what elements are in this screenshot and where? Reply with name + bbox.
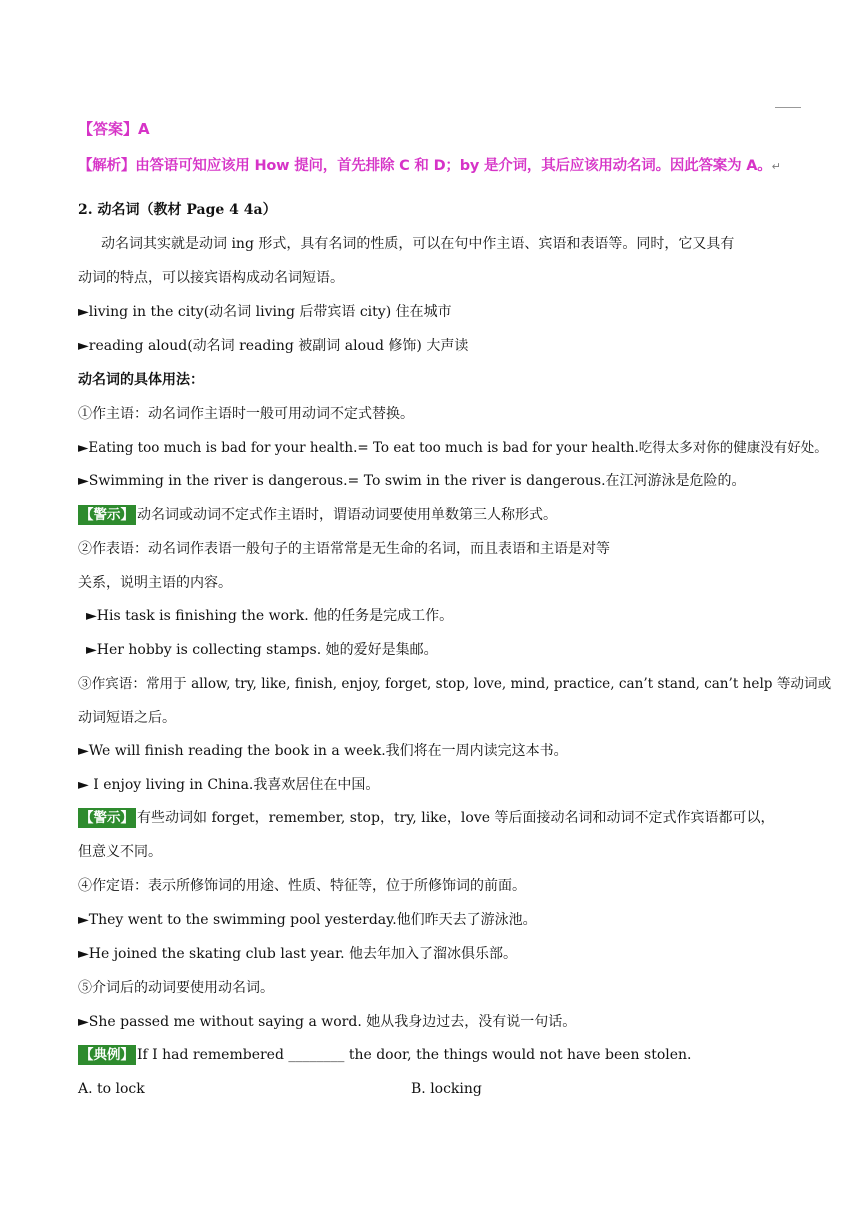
warning-tag: 【警示】 xyxy=(80,810,134,826)
usage-subject: ①作主语：动名词作主语时一般可用动词不定式替换。 xyxy=(78,406,414,422)
usage-object-cont: 动词短语之后。 xyxy=(78,710,176,726)
intro-line-2: 动词的特点，可以接宾语构成动名词短语。 xyxy=(78,270,344,286)
usage-subject-example-2: ►Swimming in the river is dangerous.= To swim in the river is dangerous.在江河游泳是危险的。 xyxy=(78,473,746,489)
usage-after-preposition: ⑤介词后的动词要使用动名词。 xyxy=(78,980,274,996)
usage-attributive: ④作定语：表示所修饰词的用途、性质、特征等，位于所修饰词的前面。 xyxy=(78,878,526,894)
usage-predicative-example-1: ►His task is finishing the work. 他的任务是完成工作。 xyxy=(86,608,454,624)
warning-note-2 xyxy=(78,808,774,828)
usage-predicative-cont: 关系，说明主语的内容。 xyxy=(78,575,232,591)
warning-text: 动名词或动词不定式作主语时，谓语动词要使用单数第三人称形式。 xyxy=(137,507,557,523)
answer-label: 【答案】A xyxy=(78,120,150,138)
usage-attributive-example-1: ►They went to the swimming pool yesterday.他们昨天去了游泳池。 xyxy=(78,912,537,928)
usage-object-example-2: ► I enjoy living in China.我喜欢居住在中国。 xyxy=(78,777,380,793)
warning-tag: 【警示】 xyxy=(80,507,134,523)
example-question-text: If I had remembered ________ the door, the things would not have been stolen. xyxy=(137,1047,692,1063)
usage-object: ③作宾语：常用于 allow, try, like, finish, enjoy, forget, stop, love, mind, practice, can’t stand, can’t help 等动词或 xyxy=(78,676,832,692)
warning-note-1 xyxy=(78,505,557,525)
example-question xyxy=(78,1045,692,1065)
example-phrase-1: ►living in the city(动名词 living 后带宾语 city) 住在城市 xyxy=(78,304,452,320)
explanation-text: 【解析】由答语可知应该用 How 提问，首先排除 C 和 D；by 是介词，其后应该用动名词。因此答案为 A。 xyxy=(78,158,772,174)
example-tag: 【典例】 xyxy=(80,1047,134,1063)
usage-predicative: ②作表语：动名词作表语一般句子的主语常常是无生命的名词，而且表语和主语是对等 xyxy=(78,541,610,557)
example-phrase-2: ►reading aloud(动名词 reading 被副词 aloud 修饰) 大声读 xyxy=(78,338,469,354)
usage-after-preposition-example: ►She passed me without saying a word. 她从我身边过去，没有说一句话。 xyxy=(78,1014,577,1030)
header-rule xyxy=(775,107,801,108)
usage-attributive-example-2: ►He joined the skating club last year. 他去年加入了溜冰俱乐部。 xyxy=(78,946,518,962)
usage-heading: 动名词的具体用法： xyxy=(78,372,204,388)
option-b: B. locking xyxy=(411,1081,482,1097)
warning-note-2-cont: 但意义不同。 xyxy=(78,844,162,860)
usage-predicative-example-2: ►Her hobby is collecting stamps. 她的爱好是集邮。 xyxy=(86,642,438,658)
warning-text: 有些动词如 forget，remember, stop，try, like，love 等后面接动名词和动词不定式作宾语都可以， xyxy=(137,810,775,826)
intro-line-1: 动名词其实就是动词 ing 形式，具有名词的性质，可以在句中作主语、宾语和表语等。同时，它又具有 xyxy=(101,236,735,252)
usage-subject-example-1: ►Eating too much is bad for your health.= To eat too much is bad for your health.吃得太多对你的健康没有好处。 xyxy=(78,440,828,456)
option-a: A. to lock xyxy=(78,1081,145,1097)
section-heading: 2. 动名词（教材 Page 4 4a） xyxy=(78,202,277,218)
answer-explanation xyxy=(78,154,781,175)
usage-object-example-1: ►We will finish reading the book in a week.我们将在一周内读完这本书。 xyxy=(78,743,568,759)
paragraph-mark: ↵ xyxy=(771,160,781,173)
